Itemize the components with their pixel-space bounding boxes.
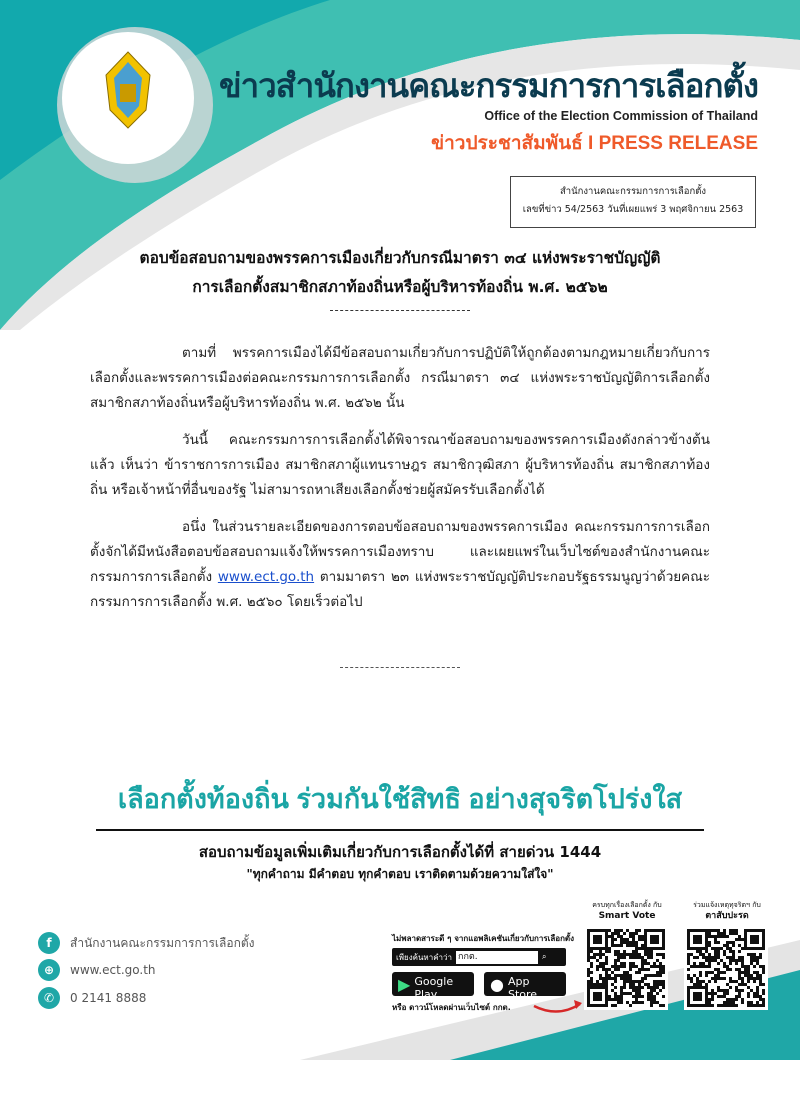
globe-icon: ⊕	[38, 959, 60, 981]
contact-website[interactable]	[38, 959, 156, 981]
document-title	[90, 244, 710, 302]
paragraph-3-text: อนึ่ง ในส่วนรายละเอียดของการตอบข้อสอบถามของพรรคการเมือง คณะกรรมการการเลือกตั้งจักได้มีหนังสือตอบข้อสอบถามแจ้งให้พรรคการเมืองทราบ และเผยแพร่ในเว็บไซต์ของสำนักงานคณะกรรมการการเลือกตั้ง	[90, 519, 710, 585]
app-store-badge[interactable]	[484, 967, 566, 1001]
reference-office: สำนักงานคณะกรรมการการเลือกตั้ง	[559, 186, 707, 197]
header-text-block	[219, 66, 758, 156]
reference-number: เลขที่ข่าว 54/2563 วันที่เผยแพร่ 3 พฤศจิกายน 2563	[522, 204, 744, 215]
slogan: เลือกตั้งท้องถิ่น ร่วมกันใช้สิทธิ อย่างสุจริตโปร่งใส	[117, 784, 683, 814]
qr1-caption-text: ครบทุกเรื่องเลือกตั้ง กับ	[592, 901, 662, 909]
google-play-badge[interactable]	[392, 967, 474, 1001]
apple-small: Download on the	[507, 967, 551, 974]
search-label: เพียงค้นหาคำว่า	[396, 952, 453, 962]
download-web-text: หรือ ดาวน์โหลดผ่านเว็บไซต์ กกต.	[392, 1003, 511, 1012]
title-line-2: การเลือกตั้งสมาชิกสภาท้องถิ่นหรือผู้บริหารท้องถิ่น พ.ศ. ๒๕๖๒	[192, 278, 608, 296]
header-title-thai: ข่าวสำนักงานคณะกรรมการการเลือกตั้ง	[219, 67, 758, 104]
contact-phone[interactable]	[38, 987, 146, 1009]
hotline-text: สอบถามข้อมูลเพิ่มเติมเกี่ยวกับการเลือกตั้งได้ที่ สายด่วน 1444	[198, 843, 602, 861]
paragraph-1-text: ตามที่ พรรคการเมืองได้มีข้อสอบถามเกี่ยวกับการปฏิบัติให้ถูกต้องตามกฎหมายเกี่ยวกับการเลือกตั้งและพรรคการเมืองต่อคณะกรรมการการเลือกตั้ง กรณีมาตรา ๓๔ แห่งพระราชบัญญัติการเลือกตั้งสมาชิกสภาท้องถิ่นหรือผู้บริหารท้องถิ่น พ.ศ. ๒๕๖๒ นั้น	[90, 345, 710, 411]
app-search-bar	[392, 948, 566, 966]
end-separator	[340, 667, 460, 668]
qr2-caption-text: ร่วมแจ้งเหตุทุจริตฯ กับ	[693, 901, 761, 909]
paragraph-3-text-end: ตามมาตรา ๒๓ แห่งพระราชบัญญัติประกอบรัฐธรรมนูญว่าด้วยคณะกรรมการการเลือกตั้ง พ.ศ. ๒๕๖๐ โดยเร็วต่อไป	[90, 569, 710, 610]
press-release-label: ข่าวประชาสัมพันธ์ I PRESS RELEASE	[431, 133, 758, 154]
ect-website-link[interactable]: www.ect.go.th	[217, 569, 315, 585]
smart-vote-qr-code[interactable]	[584, 926, 668, 1010]
phone-icon: ✆	[38, 987, 60, 1009]
search-value: กกต.	[456, 951, 538, 964]
facebook-icon: f	[38, 932, 60, 954]
apple-icon: ●	[490, 974, 504, 994]
reference-box	[510, 176, 756, 228]
google-play-icon: ▶	[398, 974, 411, 994]
title-separator	[330, 310, 470, 311]
qr1-name: Smart Vote	[598, 911, 656, 921]
ect-logo	[98, 50, 158, 130]
slogan-rule	[96, 829, 704, 831]
qr2-name: ตาสับปะรด	[705, 911, 749, 921]
paragraph-3	[90, 515, 710, 615]
contact-text: 0 2141 8888	[70, 991, 147, 1005]
paragraph-2	[90, 428, 710, 503]
ta-sapparod-qr-code[interactable]	[684, 926, 768, 1010]
header-title-english: Office of the Election Commission of Thailand	[484, 109, 758, 123]
paragraph-2-text: วันนี้ คณะกรรมการการเลือกตั้งได้พิจารณาข้อสอบถามของพรรคการเมืองดังกล่าวข้างต้นแล้ว เห็นว่า ข้าราชการการเมือง สมาชิกสภาผู้แทนราษฎร สมาชิกวุฒิสภา ผู้บริหารท้องถิ่น สมาชิกสภาท้องถิ่น หรือเจ้าหน้าที่อื่นของรัฐ ไม่สามารถหาเสียงเลือกตั้งช่วยผู้สมัครรับเลือกตั้งได้	[90, 432, 710, 498]
app-promo-text: ไม่พลาดสาระดี ๆ จากแอพลิเคชันเกี่ยวกับการเลือกตั้ง	[392, 934, 575, 943]
qr2-caption	[682, 900, 772, 922]
paragraph-1	[90, 341, 710, 416]
contact-facebook[interactable]	[38, 932, 254, 954]
qr1-caption	[582, 900, 672, 922]
google-label: Google Play	[414, 974, 454, 1001]
title-line-1: ตอบข้อสอบถามของพรรคการเมืองเกี่ยวกับกรณีมาตรา ๓๔ แห่งพระราชบัญญัติ	[139, 249, 661, 267]
quote-text: "ทุกคำถาม มีคำตอบ ทุกคำตอบ เราติดตามด้วยความใส่ใจ"	[246, 867, 554, 881]
arrow-icon	[532, 998, 584, 1018]
apple-label: App Store	[507, 974, 538, 1001]
google-small: GET IT ON	[414, 967, 440, 974]
contact-text: สำนักงานคณะกรรมการการเลือกตั้ง	[70, 935, 255, 950]
search-icon: ⌕	[542, 952, 547, 961]
document-body	[90, 244, 710, 668]
contact-text: www.ect.go.th	[70, 963, 156, 977]
